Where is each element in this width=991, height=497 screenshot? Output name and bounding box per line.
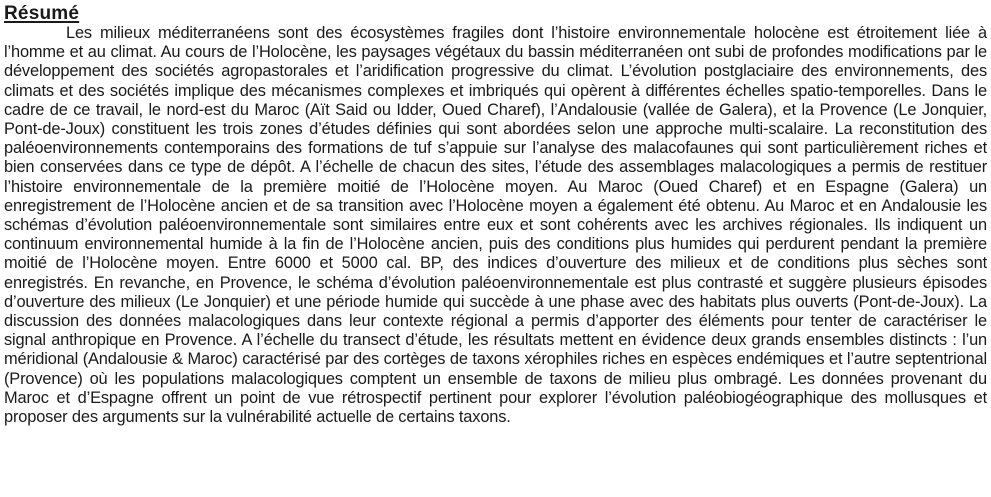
document-page [4, 4, 987, 493]
abstract-heading: Résumé [4, 3, 80, 24]
abstract-body: Les milieux méditerranéens sont des écosystèmes fragiles dont l’histoire environnementale holocène est étroitement liée à l’homme et au climat. Au cours de l’Holocène, les paysages végétaux du bassin méditerranéen ont subi de profondes modifications par le développement des sociétés agropastorales et l’aridification progressive du climat. L’évolution postglaciaire des environnements, des climats et des sociétés implique des mécanismes complexes et imbriqués qui opèrent à différentes échelles spatio-temporelles. Dans le cadre de ce travail, le nord-est du Maroc (Aït Said ou Idder, Oued Charef), l’Andalousie (vallée de Galera), et la Provence (Le Jonquier, Pont-de-Joux) constituent les trois zones d’études définies qui sont abordées selon une approche multi-scalaire. La reconstitution des paléoenvironnements contemporains des formations de tuf s’appuie sur l’analyse des malacofaunes qui sont particulièrement riches et bien conservées dans ce type de dépôt. A l’échelle de chacun des sites, l’étude des assemblages malacologiques a permis de restituer l’histoire environnementale de la première moitié de l’Holocène moyen. Au Maroc (Oued Charef) et en Espagne (Galera) un enregistrement de l’Holocène ancien et de sa transition avec l’Holocène moyen a également été obtenu. Au Maroc et en Andalousie les schémas d’évolution paléoenvironnementale sont similaires entre eux et sont cohérents avec les archives régionales. Ils indiquent un continuum environnemental humide à la fin de l’Holocène ancien, puis des conditions plus humides qui perdurent pendant la première moitié de l’Holocène moyen. Entre 6000 et 5000 cal. BP, des indices d’ouverture des milieux et de conditions plus sèches sont enregistrés. En revanche, en Provence, le schéma d’évolution paléoenvironnementale est plus contrasté et suggère plusieurs épisodes d’ouverture des milieux (Le Jonquier) et une période humide qui succède à une phase avec des habitats plus ouverts (Pont-de-Joux). La discussion des données malacologiques dans leur contexte régional a permis d’apporter des éléments pour tenter de caractériser le signal anthropique en Provence. A l’échelle du transect d’étude, les résultats mettent en évidence deux grands ensembles distincts : l’un méridional (Andalousie & Maroc) caractérisé par des cortèges de taxons xérophiles riches en espèces endémiques et l’autre septentrional (Provence) où les populations malacologiques comptent un ensemble de taxons de milieu plus ombragé. Les données provenant du Maroc et d’Espagne offrent un point de vue rétrospectif pertinent pour explorer l’évolution paléobiogéographique des mollusques et proposer des arguments sur la vulnérabilité actuelle de certains taxons. [4, 24, 987, 427]
